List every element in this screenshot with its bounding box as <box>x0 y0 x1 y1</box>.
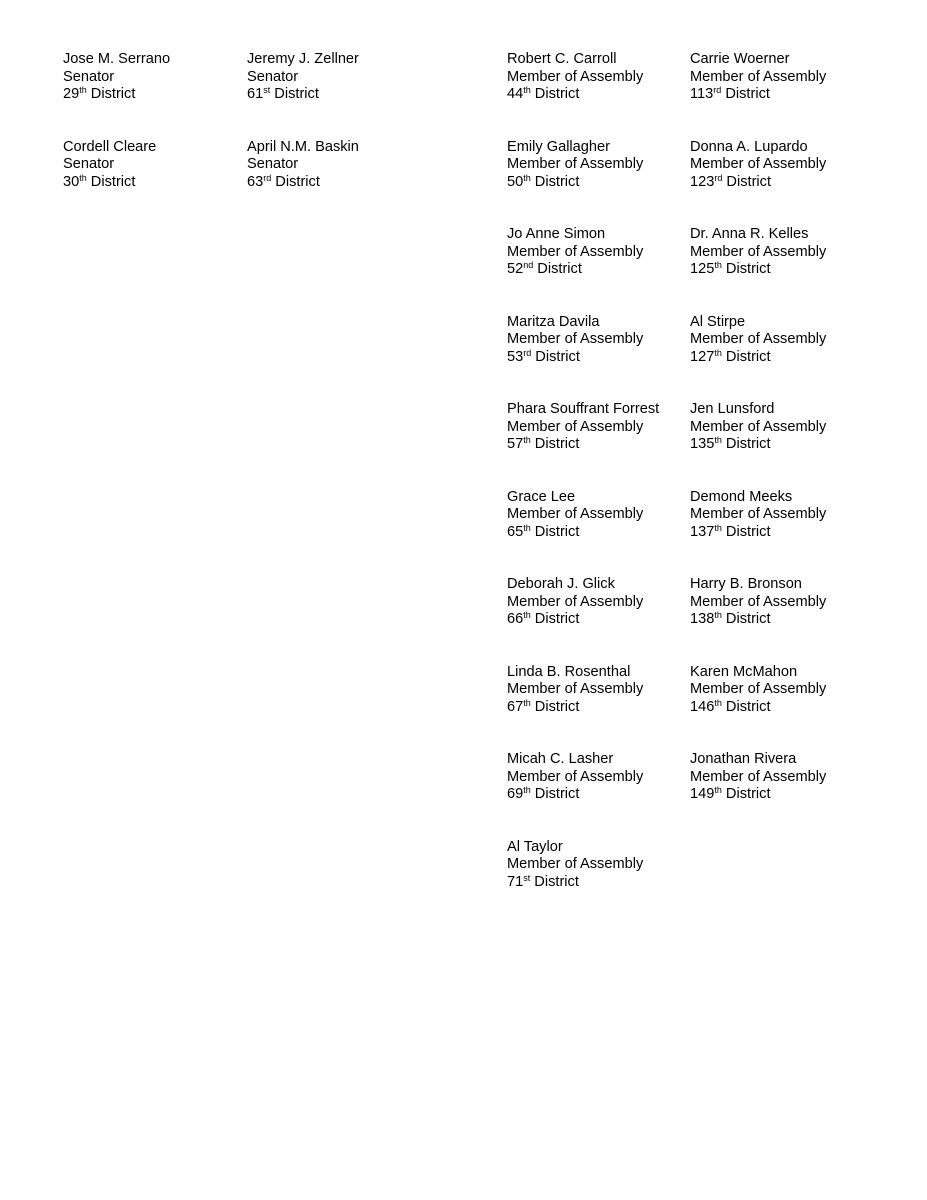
district-ordinal-suffix: th <box>523 172 531 183</box>
signatory-district <box>507 611 659 629</box>
signatory-district <box>690 86 826 104</box>
signatory-name: Jose M. Serrano <box>63 51 171 67</box>
signatory-title: Member of Assembly <box>507 418 644 435</box>
signatory-district <box>507 524 659 542</box>
signatory-name: Al Stirpe <box>690 313 746 330</box>
signatory-title: Member of Assembly <box>507 593 644 610</box>
signatory-district <box>690 261 826 279</box>
signatory-entry <box>690 664 826 752</box>
signatory-district <box>690 524 826 542</box>
signatory-title: Member of Assembly <box>690 331 827 347</box>
signatory-name: Dr. Anna R. Kelles <box>690 226 809 242</box>
signatory-entry <box>507 751 659 839</box>
signatory-title: Member of Assembly <box>690 593 827 610</box>
signatory-entry <box>507 839 659 927</box>
district-label: District <box>530 173 580 190</box>
signatory-title: Member of Assembly <box>507 506 644 522</box>
senate-column-left <box>63 51 170 226</box>
district-ordinal-suffix: th <box>714 785 722 795</box>
district-number: 53 <box>507 348 524 365</box>
signatory-entry <box>690 51 826 139</box>
signatory-entry <box>507 664 659 752</box>
district-label: District <box>531 348 580 365</box>
assembly-column-right <box>690 51 826 839</box>
district-ordinal-suffix: th <box>714 697 722 708</box>
signatory-entry <box>507 314 659 402</box>
district-label: District <box>530 611 580 627</box>
district-label: District <box>86 86 136 102</box>
signatory-entry <box>507 401 659 489</box>
district-ordinal-suffix: rd <box>263 172 272 183</box>
signatory-district <box>690 436 826 454</box>
signatory-name: Jonathan Rivera <box>690 751 797 767</box>
signatory-entry <box>690 751 826 839</box>
signatory-name: Donna A. Lupardo <box>690 138 808 155</box>
signatory-entry <box>507 489 659 577</box>
district-number: 125 <box>690 261 715 277</box>
district-number: 67 <box>507 698 524 715</box>
district-number: 29 <box>63 86 80 102</box>
district-ordinal-suffix: rd <box>713 85 722 95</box>
signatory-name: Emily Gallagher <box>507 138 611 155</box>
signatory-title: Member of Assembly <box>690 681 827 697</box>
signatory-title: Member of Assembly <box>507 768 644 785</box>
signatory-district <box>507 436 659 454</box>
signatory-district <box>690 349 826 367</box>
district-label: District <box>721 261 771 277</box>
district-label: District <box>86 173 136 190</box>
signatory-entry <box>507 51 659 139</box>
signatory-title: Member of Assembly <box>507 243 644 260</box>
district-number: 50 <box>507 173 524 190</box>
signatory-name: Robert C. Carroll <box>507 51 617 67</box>
district-label: District <box>721 523 771 540</box>
signatory-district <box>690 174 826 192</box>
signatory-entry <box>690 139 826 227</box>
signatory-entry <box>690 226 826 314</box>
district-ordinal-suffix: st <box>523 872 531 883</box>
signatory-name: Demond Meeks <box>690 488 793 505</box>
district-ordinal-suffix: rd <box>714 172 723 183</box>
district-number: 138 <box>690 611 715 627</box>
district-number: 30 <box>63 173 80 190</box>
district-ordinal-suffix: th <box>523 435 531 445</box>
district-label: District <box>721 86 770 102</box>
signatory-district <box>507 261 659 279</box>
signatory-name: Phara Souffrant Forrest <box>507 401 660 417</box>
district-ordinal-suffix: th <box>79 172 87 183</box>
district-number: 149 <box>690 786 715 802</box>
district-label: District <box>271 173 320 190</box>
district-ordinal-suffix: th <box>523 610 531 620</box>
signatory-title: Member of Assembly <box>690 68 827 85</box>
signatory-title: Member of Assembly <box>690 243 827 260</box>
signatory-title: Member of Assembly <box>507 331 644 347</box>
signatory-name: Al Taylor <box>507 838 563 855</box>
district-number: 61 <box>247 86 264 102</box>
signatory-entry <box>63 139 170 227</box>
signatory-name: Linda B. Rosenthal <box>507 663 631 680</box>
signatory-name: Carrie Woerner <box>690 51 790 67</box>
district-label: District <box>530 523 580 540</box>
district-label: District <box>530 786 580 802</box>
signatory-title: Member of Assembly <box>507 68 644 85</box>
signatory-entry <box>690 576 826 664</box>
assembly-column-left <box>507 51 659 926</box>
district-label: District <box>270 86 319 102</box>
signatory-name: April N.M. Baskin <box>247 138 359 155</box>
signatory-title: Member of Assembly <box>690 418 827 435</box>
signatory-district <box>690 786 826 804</box>
district-label: District <box>721 348 771 365</box>
district-number: 123 <box>690 173 715 190</box>
district-label: District <box>530 698 580 715</box>
district-ordinal-suffix: th <box>523 785 531 795</box>
signatory-district <box>63 174 170 192</box>
signatory-name: Harry B. Bronson <box>690 576 802 592</box>
district-number: 135 <box>690 436 715 452</box>
district-number: 52 <box>507 261 524 277</box>
district-number: 137 <box>690 523 715 540</box>
signatory-entry <box>690 401 826 489</box>
signatory-title: Senator <box>247 68 299 85</box>
signatory-district <box>247 86 359 104</box>
district-label: District <box>721 698 771 715</box>
district-number: 113 <box>690 86 714 102</box>
signatory-entry <box>690 314 826 402</box>
district-ordinal-suffix: th <box>79 85 87 95</box>
district-label: District <box>721 611 771 627</box>
signatory-title: Senator <box>63 156 115 172</box>
district-number: 44 <box>507 86 524 102</box>
signatory-name: Grace Lee <box>507 488 576 505</box>
senate-column-right <box>247 51 359 226</box>
signatory-name: Jen Lunsford <box>690 401 775 417</box>
district-ordinal-suffix: th <box>714 610 722 620</box>
signatory-district <box>507 699 659 717</box>
district-number: 127 <box>690 348 715 365</box>
signatory-title: Member of Assembly <box>507 856 644 872</box>
signatory-district <box>63 86 170 104</box>
district-label: District <box>530 873 579 890</box>
district-ordinal-suffix: th <box>523 522 531 533</box>
district-ordinal-suffix: st <box>263 85 271 95</box>
signatory-title: Member of Assembly <box>507 681 644 697</box>
district-number: 63 <box>247 173 264 190</box>
signatory-name: Micah C. Lasher <box>507 751 614 767</box>
signatory-name: Maritza Davila <box>507 313 600 330</box>
signatory-entry <box>507 226 659 314</box>
district-ordinal-suffix: th <box>714 435 722 445</box>
district-ordinal-suffix: th <box>714 260 722 270</box>
district-number: 57 <box>507 436 524 452</box>
signatory-entry <box>63 51 170 139</box>
signatory-entry <box>507 576 659 664</box>
district-ordinal-suffix: th <box>714 347 722 358</box>
signatory-title: Senator <box>63 68 115 85</box>
district-ordinal-suffix: th <box>714 522 722 533</box>
district-number: 66 <box>507 611 524 627</box>
district-label: District <box>530 436 580 452</box>
signatory-title: Member of Assembly <box>690 768 827 785</box>
signatory-name: Deborah J. Glick <box>507 576 615 592</box>
signatory-district <box>690 699 826 717</box>
signatory-entry <box>247 51 359 139</box>
district-number: 146 <box>690 698 715 715</box>
district-ordinal-suffix: th <box>523 697 531 708</box>
signatory-title: Senator <box>247 156 299 172</box>
signatory-name: Jo Anne Simon <box>507 226 606 242</box>
signatory-name: Cordell Cleare <box>63 138 157 155</box>
signatory-district <box>507 86 659 104</box>
signatory-district <box>247 174 359 192</box>
district-label: District <box>721 436 771 452</box>
signatory-name: Jeremy J. Zellner <box>247 51 359 67</box>
district-label: District <box>722 173 772 190</box>
district-number: 65 <box>507 523 524 540</box>
signatory-district <box>507 174 659 192</box>
signatory-district <box>507 874 659 892</box>
district-number: 69 <box>507 786 524 802</box>
signatory-entry <box>690 489 826 577</box>
district-ordinal-suffix: th <box>523 85 531 95</box>
signatory-district <box>507 786 659 804</box>
signatory-entry <box>507 139 659 227</box>
signatory-district <box>690 611 826 629</box>
district-label: District <box>721 786 771 802</box>
signatory-district <box>507 349 659 367</box>
district-label: District <box>533 261 582 277</box>
signatory-title: Member of Assembly <box>690 156 827 172</box>
signatory-title: Member of Assembly <box>690 506 827 522</box>
district-label: District <box>530 86 580 102</box>
signatory-name: Karen McMahon <box>690 663 798 680</box>
district-ordinal-suffix: rd <box>523 347 532 358</box>
signatory-title: Member of Assembly <box>507 156 644 172</box>
district-ordinal-suffix: nd <box>523 260 534 270</box>
district-number: 71 <box>507 873 524 890</box>
signatory-entry <box>247 139 359 227</box>
